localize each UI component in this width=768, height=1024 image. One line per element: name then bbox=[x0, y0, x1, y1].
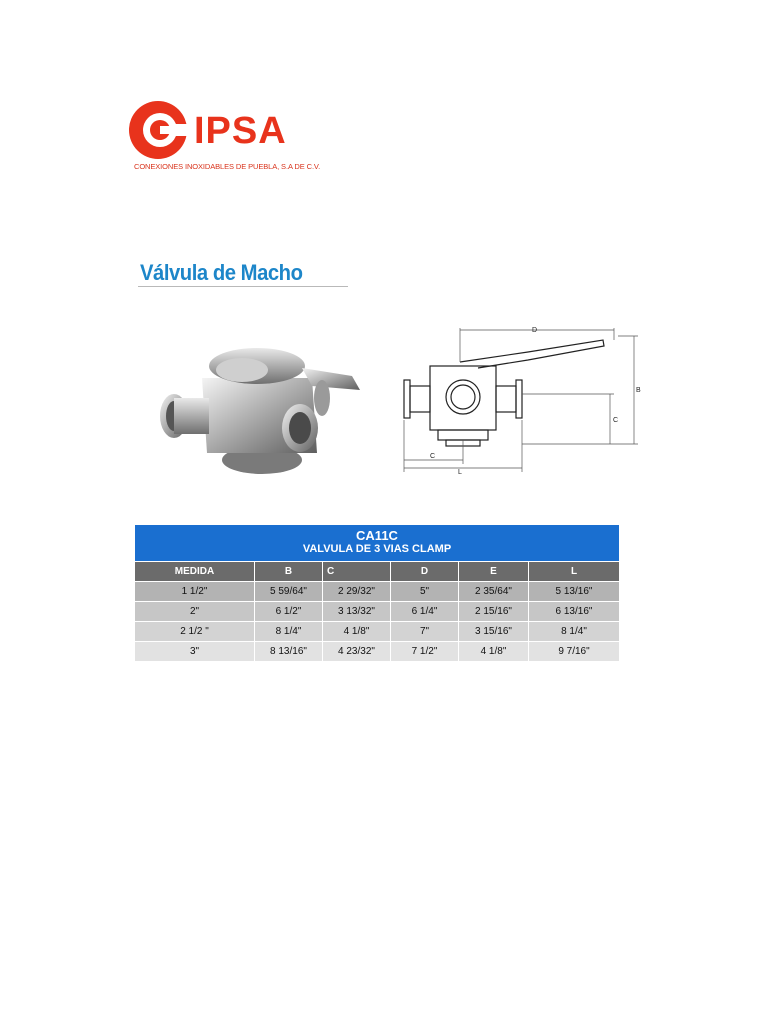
table-cell: 2 35/64" bbox=[459, 582, 529, 601]
dimension-label-c-right: C bbox=[613, 417, 619, 424]
table-cell: 7 1/2" bbox=[391, 642, 459, 661]
dimension-label-l: L bbox=[458, 469, 462, 476]
column-header-c: C bbox=[323, 562, 391, 581]
table-row bbox=[135, 622, 619, 641]
table-cell: 4 1/8" bbox=[323, 622, 391, 641]
table-header-row bbox=[135, 562, 619, 581]
valve-photo bbox=[152, 338, 362, 488]
table-cell: 3 15/16" bbox=[459, 622, 529, 641]
table-cell: 6 1/4" bbox=[391, 602, 459, 621]
table-cell: 4 1/8" bbox=[459, 642, 529, 661]
table-cell: 8 1/4" bbox=[255, 622, 323, 641]
table-cell: 5" bbox=[391, 582, 459, 601]
table-cell: 1 1/2" bbox=[135, 582, 255, 601]
table-cell: 3" bbox=[135, 642, 255, 661]
company-logo bbox=[126, 98, 346, 178]
table-cell: 2 15/16" bbox=[459, 602, 529, 621]
column-header-medida: MEDIDA bbox=[135, 562, 255, 581]
table-cell: 6 13/16" bbox=[555, 606, 593, 617]
table-cell: 8 1/4" bbox=[561, 626, 587, 637]
product-description: VALVULA DE 3 VIAS CLAMP bbox=[302, 543, 452, 555]
table-cell: 9 7/16" bbox=[558, 646, 590, 657]
company-name: CONEXIONES INOXIDABLES DE PUEBLA, S.A DE C.V. bbox=[134, 162, 321, 171]
table-cell: 2 1/2 " bbox=[135, 622, 255, 641]
valve-dimension-drawing bbox=[398, 322, 643, 477]
table-row bbox=[135, 582, 619, 601]
table-cell: 3 13/32" bbox=[323, 602, 391, 621]
table-cell: 5 59/64" bbox=[255, 582, 323, 601]
product-code: CA11C bbox=[356, 528, 398, 543]
dimension-label-b: B bbox=[636, 387, 641, 394]
table-cell: 8 13/16" bbox=[255, 642, 323, 661]
table-row bbox=[135, 642, 619, 661]
page-title: Válvula de Macho bbox=[140, 260, 303, 285]
table-cell: 5 13/16" bbox=[555, 586, 593, 597]
table-cell: 4 23/32" bbox=[323, 642, 391, 661]
column-header-d: D bbox=[391, 562, 459, 581]
dimension-label-c-bottom: C bbox=[430, 453, 436, 460]
table-cell: 7" bbox=[391, 622, 459, 641]
brand-name: IPSA bbox=[194, 110, 287, 152]
title-underline bbox=[138, 286, 348, 287]
column-header-e: E bbox=[459, 562, 529, 581]
column-header-l: L bbox=[570, 566, 578, 577]
table-row bbox=[135, 602, 619, 621]
table-cell: 2 29/32" bbox=[323, 582, 391, 601]
spec-table-header bbox=[135, 525, 619, 561]
cipsa-logo-c-icon bbox=[126, 98, 196, 162]
column-header-b: B bbox=[255, 562, 323, 581]
spec-table bbox=[135, 562, 619, 662]
dimension-label-d: D bbox=[532, 327, 538, 334]
table-cell: 6 1/2" bbox=[255, 602, 323, 621]
table-cell: 2" bbox=[135, 602, 255, 621]
